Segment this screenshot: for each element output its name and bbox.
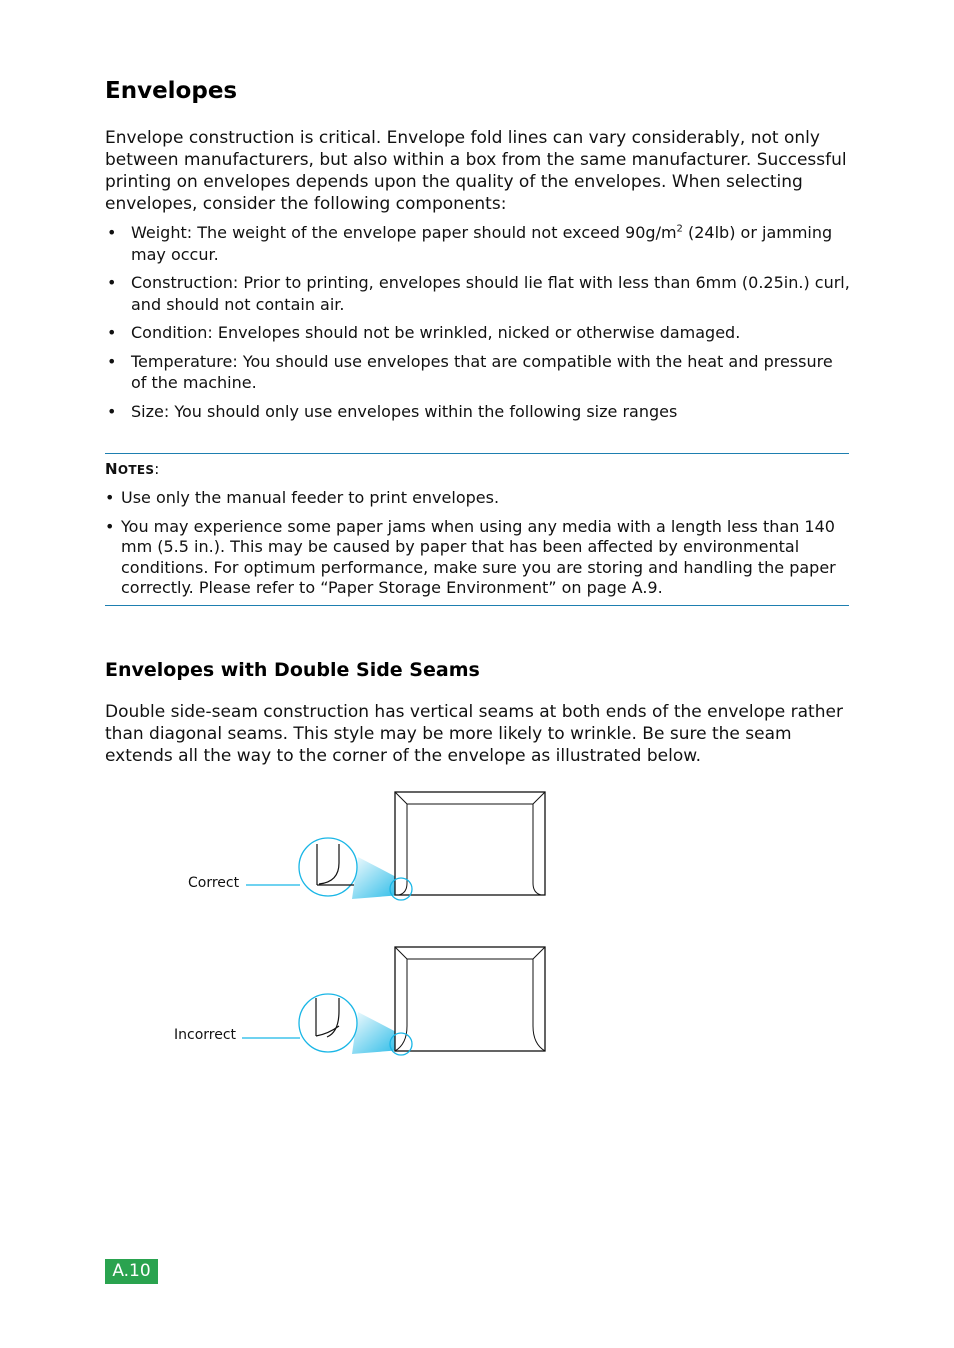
notes-list: [105, 488, 850, 607]
notes-top-rule: [105, 453, 849, 454]
list-item-condition: • Condition: Envelopes should not be wrinkled, nicked or otherwise damaged.: [105, 322, 850, 344]
section-subheading: Envelopes with Double Side Seams: [105, 659, 480, 681]
correct-label: Correct: [188, 875, 240, 891]
page-title: Envelopes: [105, 78, 238, 104]
incorrect-label: Incorrect: [174, 1027, 237, 1043]
weight-superscript: 2: [676, 223, 683, 235]
list-item-weight: [105, 222, 850, 265]
weight-text-end: (24lb) or jamming may occur.: [131, 223, 833, 264]
list-item-size: • Size: You should only use envelopes within the following size ranges: [105, 401, 850, 423]
seams-paragraph: Double side-seam construction has vertical seams at both ends of the envelope rather than diagonal seams. This style may be more likely to wrinkle. Be sure the seam extends all the way to the corner of the envelope as illustrated below.: [105, 702, 843, 766]
weight-text: Weight: The weight of the envelope paper should not exceed 90g/m: [131, 223, 677, 242]
notes-bottom-rule: [105, 605, 849, 606]
incorrect-envelope-illustration: [240, 940, 550, 1060]
page-number-tab: A.10: [105, 1259, 158, 1284]
intro-paragraph: Envelope construction is critical. Envelope fold lines can vary considerably, not only between manufacturers, but also within a box from the same manufacturer. Successful printing on envelopes depends upon the quality of the envelopes. When selecting envelopes, consider the following components:: [105, 128, 847, 214]
list-item-temperature: • Temperature: You should use envelopes that are compatible with the heat and pressure of the machine.: [105, 351, 850, 394]
note-item: • You may experience some paper jams when using any media with a length less than 140 mm (5.5 in.). This may be caused by paper that has been affected by environmental conditions. For optimum performance, make sure you are storing and handling the paper correctly. Please refer to “Paper Storage Environment” on page A.9.: [105, 517, 850, 599]
list-item-construction: • Construction: Prior to printing, envelopes should lie flat with less than 6mm (0.25in.) curl, and should not contain air.: [105, 272, 850, 315]
note-item: • Use only the manual feeder to print envelopes.: [105, 488, 850, 509]
component-list: [105, 222, 850, 429]
correct-envelope-illustration: [240, 785, 550, 905]
notes-title: NOTES:: [105, 460, 160, 478]
